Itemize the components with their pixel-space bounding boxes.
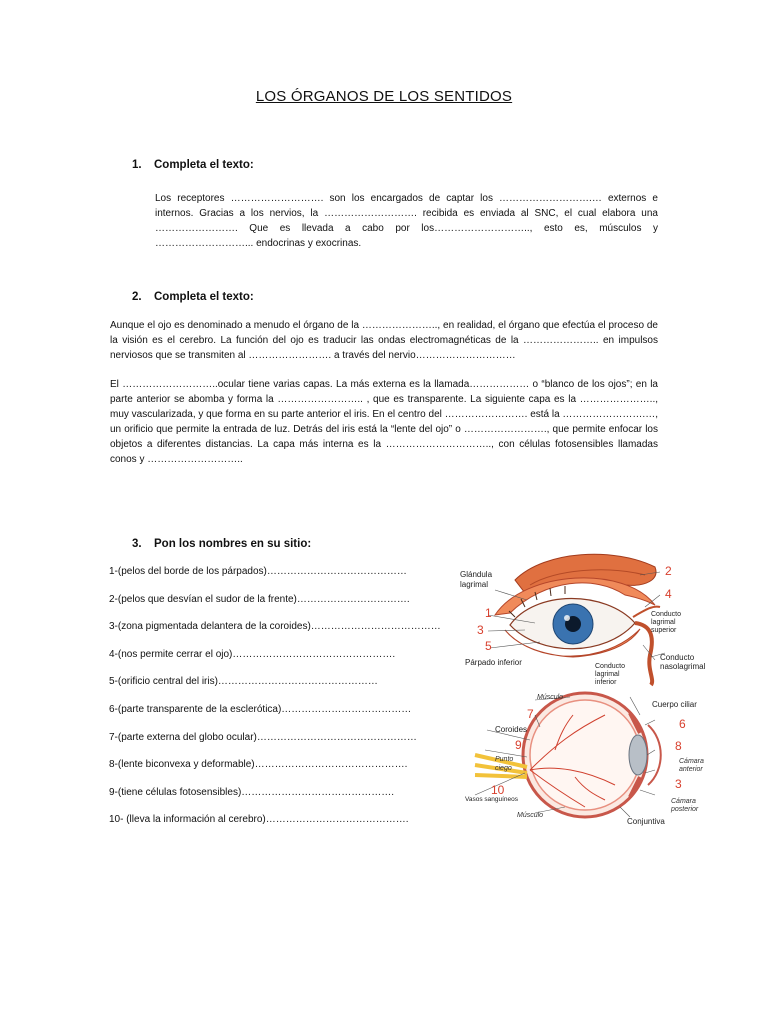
label-glandula: Glándula <box>460 570 493 579</box>
list-item: 7-(parte externa del globo ocular)………………………………………… <box>109 731 417 743</box>
lens-shape <box>629 735 647 775</box>
label-camara-posterior-2: posterior <box>671 806 699 813</box>
q3-heading <box>132 538 311 550</box>
label-ciego: ciego <box>495 765 512 772</box>
q1-text-block <box>155 191 658 251</box>
label-conducto-lagrimal-inferior-1: Conducto <box>595 663 625 670</box>
q3-heading-text: Pon los nombres en su sitio: <box>154 538 312 550</box>
label-coroides: Coroides <box>495 725 528 734</box>
number-2: 2 <box>665 564 672 578</box>
list-item: 10- (lleva la información al cerebro)……………………………………. <box>109 814 409 826</box>
number-4: 4 <box>665 587 672 601</box>
label-camara-anterior-2: anterior <box>679 766 703 773</box>
list-item: 3-(zona pigmentada delantera de la coroides)………………………………… <box>109 621 441 633</box>
number-10: 10 <box>491 783 505 797</box>
q2-number: 2. <box>132 291 142 303</box>
label-parpado-inferior: Párpado inferior <box>465 658 522 667</box>
external-eye-drawing <box>460 554 706 686</box>
list-item: 9-(tiene células fotosensibles)………………………………………. <box>109 786 395 798</box>
eye-highlight <box>564 615 570 621</box>
label-lagrimal: lagrimal <box>460 580 489 589</box>
q2-paragraph-2: El ………………………..ocular tiene varias capas. La más externa es la llamada……………… o “blanco de los ojos”; en la parte anterior se abomba y forma la …………………….. , que es transparente. La siguiente capa es la ………………….., muy vascularizada, y que forma en su parte anterior el iris. En el centro del ……………………. está la …………………….…, un orificio que permite la entrada de luz. Detrás del iris está la “lente del ojo” o ……………………., que permite enfocar los objetos a diferentes distancias. La capa más interna es la ………………………….., con células fotosensibles llamadas conos y ……………………….. <box>110 379 658 465</box>
number-9: 9 <box>515 738 522 752</box>
label-conjuntiva: Conjuntiva <box>627 817 665 826</box>
cornea-shape <box>648 725 661 785</box>
number-5: 5 <box>485 639 492 653</box>
label-musculo-bottom: Músculo <box>517 812 544 819</box>
number-6: 6 <box>679 717 686 731</box>
label-camara-posterior-1: Cámara <box>671 798 696 805</box>
number-1: 1 <box>485 606 492 620</box>
q2-paragraph-2-block <box>110 377 658 467</box>
label-camara-anterior-1: Cámara <box>679 758 704 765</box>
label-conducto-nasolagrimal-1: Conducto <box>660 653 695 662</box>
q3-number: 3. <box>132 538 142 550</box>
label-musculo-top: Músculo <box>537 694 564 701</box>
number-7: 7 <box>527 707 534 721</box>
label-cuerpo-ciliar: Cuerpo ciliar <box>652 700 697 709</box>
list-item: 6-(parte transparente de la esclerótica)………………………………… <box>109 703 412 715</box>
number-8: 8 <box>675 739 682 753</box>
eye-anatomy-figure <box>455 545 720 827</box>
q3-item-list <box>109 566 449 842</box>
number-3-bottom: 3 <box>675 777 682 791</box>
label-conducto-lagrimal-superior-2: lagrimal <box>651 619 676 626</box>
q1-heading-text: Completa el texto: <box>154 159 254 171</box>
q2-heading-text: Completa el texto: <box>154 291 254 303</box>
q1-number: 1. <box>132 159 142 171</box>
q1-heading <box>132 159 254 171</box>
label-punto: Punto <box>495 756 514 763</box>
q1-text: Los receptores ………………………. son los encargados de captar los ……………………….… externos e internos. Gracias a los nervios, la ………………………. recibida es enviada al SNC, el cual elabora una ……………………. Que es llevada a cabo por los……………………….., esto es, músculos y ………………………... endocrinas y exocrinas. <box>155 193 658 249</box>
q2-heading <box>132 291 254 303</box>
label-conducto-nasolagrimal-2: nasolagrimal <box>660 662 706 671</box>
list-item: 2-(pelos que desvían el sudor de la frente)……………………………. <box>109 593 410 605</box>
label-conducto-lagrimal-superior-1: Conducto <box>651 611 681 618</box>
label-conducto-lagrimal-inferior-3: inferior <box>595 679 617 686</box>
label-conducto-lagrimal-inferior-2: lagrimal <box>595 671 620 678</box>
list-item: 8-(lente biconvexa y deformable)………………………………………. <box>109 759 408 771</box>
list-item: 1-(pelos del borde de los párpados)…………………………………… <box>109 566 407 577</box>
list-item: 4-(nos permite cerrar el ojo)…………………………………………. <box>109 648 396 660</box>
number-3: 3 <box>477 623 484 637</box>
q2-paragraph-1-block <box>110 318 658 363</box>
eye-anatomy-illustration <box>455 545 720 827</box>
page-title: LOS ÓRGANOS DE LOS SENTIDOS <box>255 88 513 105</box>
label-conducto-lagrimal-superior-3: superior <box>651 627 677 634</box>
list-item: 5-(orificio central del iris)………………………………………… <box>109 676 378 688</box>
eye-cross-section-drawing <box>465 693 704 826</box>
label-vasos-sanguineos: Vasos sanguíneos <box>465 796 518 803</box>
q2-paragraph-1: Aunque el ojo es denominado a menudo el órgano de la ………………….., en realidad, el órgano que efectúa el proceso de la visión es el cerebro. La función del ojo es traducir las ondas electromagnéticas de la ………………….. en impulsos nerviosos que se transmiten al ……………………. a través del nervio………………………… <box>110 320 658 361</box>
